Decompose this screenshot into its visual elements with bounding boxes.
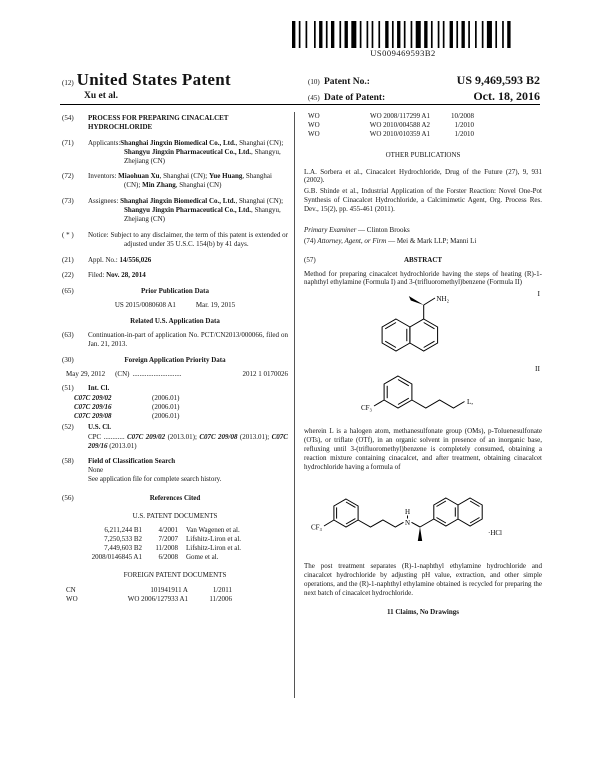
patent-date: 1/2010 bbox=[454, 120, 474, 129]
field-search-section bbox=[62, 457, 288, 466]
text-run: , Shanghai (CN); bbox=[235, 197, 284, 206]
class-code: C07C 209/08 bbox=[74, 412, 112, 420]
us-patent-row bbox=[62, 535, 288, 544]
cinacalcet-hcl-structure bbox=[304, 477, 544, 557]
patent-name: Gome et al. bbox=[186, 552, 219, 561]
patent-number: WO 2010/004588 A2 bbox=[369, 120, 430, 129]
text-run: C07C 209/02 bbox=[127, 432, 166, 441]
country-code: WO bbox=[308, 112, 320, 120]
text-run: C07C 209/08 bbox=[199, 432, 238, 441]
priority-date: May 29, 2012 bbox=[66, 369, 106, 378]
text-run: — Clinton Brooks bbox=[356, 225, 410, 234]
hcl-label: ·HCl bbox=[488, 529, 502, 538]
abstract-intro: Method for preparing cinacalcet hydrochloride having the steps of heating (R)-1-naphthyl ethylamine (Formula I) and 3-(trifluoromethyl)benzene (Formula II) bbox=[304, 269, 542, 287]
text-run: Shanghai Jingxin Biomedical Co., Ltd. bbox=[120, 138, 236, 147]
barcode bbox=[292, 21, 514, 58]
claims-line: 11 Claims, No Drawings bbox=[387, 607, 459, 616]
header-left bbox=[62, 70, 231, 101]
field-number: (51) bbox=[62, 384, 74, 393]
foreign-patent-row bbox=[304, 121, 542, 130]
applicants-text bbox=[120, 139, 283, 165]
int-cl-entry bbox=[62, 412, 288, 421]
country-code: WO bbox=[308, 120, 320, 129]
field-number: (73) bbox=[62, 197, 74, 206]
field-number: (63) bbox=[62, 330, 74, 339]
text-run: , Shangyu, Zhejiang (CN) bbox=[124, 206, 281, 223]
leaving-group-label: L, bbox=[467, 398, 474, 407]
text-run: Shanghai Jingxin Biomedical Co., Ltd. bbox=[120, 197, 236, 206]
kind-code: (12) bbox=[62, 79, 74, 87]
field-number: (72) bbox=[62, 172, 74, 181]
date-of-patent-label: Date of Patent: bbox=[324, 93, 386, 103]
text-run: Primary Examiner bbox=[304, 225, 357, 234]
document-title: United States Patent bbox=[76, 70, 231, 89]
patent-no-label: Patent No.: bbox=[324, 77, 370, 87]
text-run: , Shanghai (CN) bbox=[175, 181, 222, 190]
patent-date: 1/2011 bbox=[212, 586, 232, 595]
field-number: (71) bbox=[62, 138, 74, 147]
text-run: Shangyu Jingxin Pharmaceutical Co., Ltd. bbox=[124, 147, 251, 156]
header-rule bbox=[60, 104, 540, 105]
related-data-heading: Related U.S. Application Data bbox=[130, 317, 220, 325]
foreign-patent-row bbox=[304, 112, 542, 121]
priority-app-number: 2012 1 0170026 bbox=[242, 369, 288, 378]
field-number: (30) bbox=[62, 355, 74, 364]
patent-date: 10/2008 bbox=[451, 112, 474, 120]
patent-name: Van Wagenen et al. bbox=[186, 525, 240, 534]
prior-publication-heading: (65) Prior Publication Data bbox=[62, 287, 209, 296]
text-run: Miaohuan Xu bbox=[118, 172, 160, 181]
inventors-section bbox=[62, 172, 288, 190]
header-right bbox=[308, 73, 540, 105]
text-run: (2013.01); bbox=[165, 432, 200, 441]
foreign-patent-row bbox=[304, 130, 542, 139]
assignees-label: Assignees: bbox=[88, 197, 119, 206]
country-code: CN bbox=[66, 586, 76, 595]
field-number: (57) bbox=[304, 255, 316, 264]
trifluoromethylbenzene-structure bbox=[328, 364, 518, 422]
patent-date: 11/2006 bbox=[209, 595, 232, 604]
patent-date: 1/2010 bbox=[454, 129, 474, 138]
class-version: (2006.01) bbox=[152, 403, 180, 412]
text-run: , Shanghai (CN); bbox=[159, 172, 209, 181]
inventors-text bbox=[118, 172, 272, 189]
publication-item: G.B. Shinde et al., Industrial Application of the Forster Reaction: Novel One-Pot Synthesis of Cinacalcet Hydrochloride, a Calcimimetic Agent, Org. Process Res. Dev., 15(2), pp. 455-461 (2011). bbox=[304, 187, 542, 213]
filed-value: Nov. 28, 2014 bbox=[106, 271, 146, 280]
primary-examiner-line bbox=[304, 226, 542, 235]
column-divider bbox=[294, 112, 295, 698]
attorney-line bbox=[304, 237, 542, 246]
dot-leader: ............................ bbox=[132, 369, 182, 378]
text-run: , Shanghai (CN); bbox=[235, 138, 284, 147]
other-publications-heading: OTHER PUBLICATIONS bbox=[385, 150, 461, 159]
appl-no-label: Appl. No.: bbox=[88, 255, 118, 264]
patent-date: 11/2008 bbox=[155, 543, 178, 552]
filed-section bbox=[62, 271, 288, 280]
text-run: (2013.01) bbox=[107, 441, 137, 450]
date-of-patent-value: Oct. 18, 2016 bbox=[473, 89, 540, 103]
patent-number: WO 2010/010359 A1 bbox=[369, 129, 430, 138]
applicants-label: Applicants: bbox=[88, 138, 121, 147]
assignees-text bbox=[120, 197, 283, 223]
int-cl-section bbox=[62, 384, 288, 393]
patent-number: 101941911 A bbox=[150, 586, 188, 595]
formula-1-label: I bbox=[537, 289, 540, 299]
wherein-paragraph: wherein L is a halogen atom, methanesulfonate group (OMs), p-Toluenesulfonate (OTs), or triflate (OTf), in an organic solvent in presence of an inorganic base, refluxing until 3-(trifluoromethyl)benzene is completely consumed, obtaining a reaction mixture containing cinacalcet, and after treatment, obtaining cinacalcet hydrochloride having a formula of bbox=[304, 427, 542, 471]
patent-name: Lifshitz-Liron et al. bbox=[186, 534, 242, 543]
assignees-section bbox=[62, 197, 288, 224]
text-run: Attorney, Agent, or Firm bbox=[317, 236, 387, 245]
field-search-note: See application file for complete search history. bbox=[88, 475, 222, 484]
invention-title: PROCESS FOR PREPARING CINACALCET HYDROCHLORIDE bbox=[88, 114, 229, 131]
field-number: (65) bbox=[62, 287, 74, 296]
text-run: Min Zhang bbox=[142, 181, 176, 190]
patent-number: 6,211,244 B1 bbox=[104, 525, 142, 534]
filed-label: Filed: bbox=[88, 271, 105, 280]
title-section bbox=[62, 114, 288, 132]
nitrogen-label: N bbox=[404, 519, 411, 528]
patent-name: Lifshitz-Liron et al. bbox=[186, 543, 242, 552]
field-number: (10) bbox=[308, 78, 320, 86]
country-code: WO bbox=[66, 595, 78, 604]
field-search-heading: Field of Classification Search bbox=[88, 456, 176, 465]
us-patent-docs-heading: U.S. PATENT DOCUMENTS bbox=[132, 512, 218, 520]
patent-number: WO 2006/127933 A1 bbox=[127, 595, 188, 604]
appl-no-section bbox=[62, 256, 288, 265]
foreign-patent-row bbox=[62, 586, 288, 595]
cf3-label: CF₃ bbox=[360, 404, 372, 413]
text-run: Shangyu Jingxin Pharmaceutical Co., Ltd. bbox=[124, 206, 251, 214]
patent-date: 6/2008 bbox=[158, 552, 178, 561]
formula-3 bbox=[304, 477, 542, 560]
formula-2 bbox=[304, 364, 542, 425]
right-column bbox=[304, 112, 542, 617]
int-cl-heading: Int. Cl. bbox=[88, 384, 110, 393]
inventor-short-name: Xu et al. bbox=[84, 91, 119, 101]
cf3-label: CF₃ bbox=[310, 523, 322, 532]
text-run: (2013.01); bbox=[237, 432, 272, 441]
priority-country: (CN) bbox=[115, 369, 130, 378]
appl-no-value: 14/556,026 bbox=[119, 255, 152, 264]
nh2-label: NH₂ bbox=[436, 295, 450, 304]
field-number: (52) bbox=[62, 422, 74, 431]
field-number: (54) bbox=[62, 114, 74, 122]
notice-label: Notice: bbox=[88, 230, 109, 239]
text-run: C07C 209/16 bbox=[88, 432, 288, 450]
int-cl-entry bbox=[62, 394, 288, 403]
foreign-patent-docs-heading: FOREIGN PATENT DOCUMENTS bbox=[123, 571, 227, 580]
field-number: (22) bbox=[62, 271, 74, 280]
class-version: (2006.01) bbox=[152, 394, 180, 403]
patent-date: 7/2007 bbox=[158, 534, 178, 543]
text-run: Yue Huang bbox=[208, 172, 243, 181]
patent-number: 7,250,533 B2 bbox=[104, 534, 142, 543]
text-run: , Shanghai (CN); bbox=[124, 172, 272, 190]
patent-number: 7,449,603 B2 bbox=[104, 543, 142, 552]
us-cl-heading: U.S. Cl. bbox=[88, 422, 111, 431]
class-code: C07C 209/02 bbox=[74, 394, 112, 403]
patent-number: 2008/0146845 A1 bbox=[91, 552, 142, 561]
formula-2-label: II bbox=[535, 364, 540, 374]
field-number: (45) bbox=[308, 94, 320, 102]
field-number: (58) bbox=[62, 456, 74, 465]
naphthylethylamine-structure bbox=[338, 289, 508, 359]
foreign-priority-line bbox=[66, 370, 288, 379]
text-run: (74) bbox=[304, 236, 318, 245]
patent-no-value: US 9,469,593 B2 bbox=[456, 73, 540, 87]
post-treatment-paragraph: The post treatment separates (R)-1-naphthyl ethylamine hydrochloride and cinacalcet hydrochloride by adjusting pH value, extraction, and other simple operations, and the (R)-1-naphthyl ethylamine obtained is recycled for preparing the next batch of cinacalcet hydrochloride. bbox=[304, 562, 542, 597]
us-patent-row bbox=[62, 526, 288, 535]
field-search-none: None bbox=[88, 466, 104, 475]
class-code: C07C 209/16 bbox=[74, 403, 112, 412]
left-column bbox=[62, 114, 288, 604]
inventors-label: Inventors: bbox=[88, 172, 117, 181]
country-code: WO bbox=[308, 129, 320, 138]
us-patent-row bbox=[62, 553, 288, 562]
publication-number: US 2015/0080608 A1 bbox=[114, 301, 176, 310]
hydrogen-label: H bbox=[404, 508, 411, 517]
applicants-section bbox=[62, 139, 288, 166]
prior-publication-line bbox=[62, 301, 288, 310]
text-run: — Mei & Mark LLP; Manni Li bbox=[386, 236, 477, 245]
patent-number: WO 2008/117299 A1 bbox=[369, 112, 430, 120]
barcode-image bbox=[292, 21, 514, 48]
notice-section bbox=[62, 231, 288, 249]
us-patent-row bbox=[62, 544, 288, 553]
related-data-text: Continuation-in-part of application No. PCT/CN2013/000066, filed on Jan. 21, 2013. bbox=[88, 330, 288, 348]
cpc-text bbox=[62, 433, 288, 451]
field-number: (21) bbox=[62, 255, 74, 264]
related-data-section bbox=[62, 331, 288, 349]
barcode-number: US009469593B2 bbox=[370, 48, 436, 58]
abstract-heading: (57) ABSTRACT bbox=[304, 255, 443, 264]
patent-date: 4/2001 bbox=[158, 525, 178, 534]
publication-item: L.A. Sorbera et al., Cinacalcet Hydrochloride, Drug of the Future (27), 9, 931 (2002). bbox=[304, 167, 542, 185]
us-cl-section bbox=[62, 423, 288, 432]
references-heading: (56) References Cited bbox=[62, 494, 201, 503]
formula-1 bbox=[304, 289, 542, 362]
publication-date: Mar. 19, 2015 bbox=[195, 301, 236, 310]
class-version: (2006.01) bbox=[152, 412, 180, 420]
text-run: , Shangyu, Zhejiang (CN) bbox=[124, 147, 281, 165]
foreign-patent-row bbox=[62, 595, 288, 604]
field-number: (56) bbox=[62, 494, 74, 503]
notice-text: Subject to any disclaimer, the term of this patent is extended or adjusted under 35 U.S.C. 154(b) by 41 days. bbox=[110, 230, 289, 248]
int-cl-entry bbox=[62, 403, 288, 412]
foreign-priority-heading: (30) Foreign Application Priority Data bbox=[62, 355, 226, 364]
text-run: CPC ............ bbox=[88, 432, 128, 441]
field-number: ( * ) bbox=[62, 230, 74, 239]
